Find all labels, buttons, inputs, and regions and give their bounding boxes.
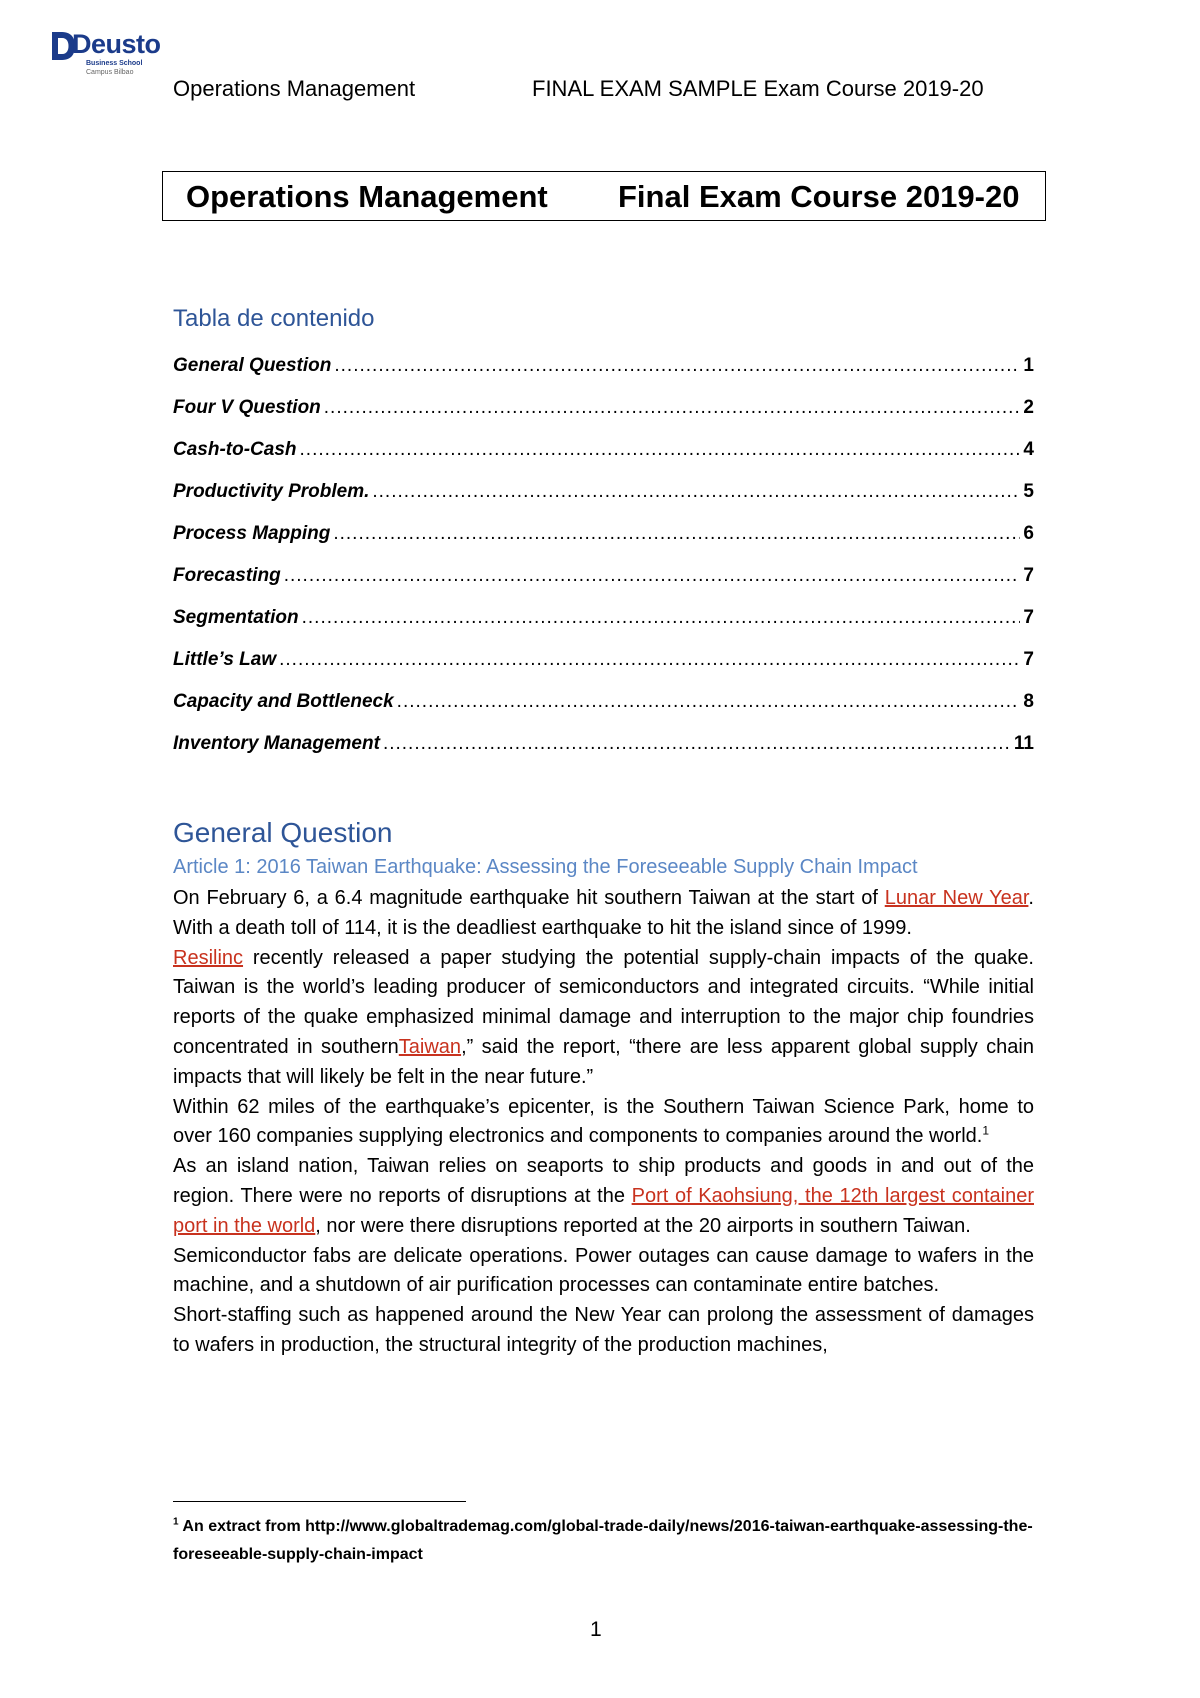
toc-entry-label: Process Mapping [173, 523, 331, 544]
toc-entry[interactable] [173, 649, 1034, 691]
toc-entry-page: 7 [1023, 565, 1034, 586]
toc-entry-page: 7 [1023, 607, 1034, 628]
footnote-reference[interactable]: 1 [982, 1123, 990, 1138]
toc-entry[interactable] [173, 397, 1034, 439]
paragraph: Semiconductor fabs are delicate operations. Power outages can cause damage to wafers in the machine, and a shutdown of air purification processes can contaminate entire batches. [173, 1244, 1034, 1297]
toc-entry-page: 1 [1023, 355, 1034, 376]
toc-leader-dots [284, 565, 1021, 587]
toc-entry-label: Forecasting [173, 565, 281, 586]
toc-entry-label: Cash-to-Cash [173, 439, 297, 460]
link-taiwan[interactable]: Taiwan [398, 1035, 462, 1058]
toc-entry-page: 7 [1023, 649, 1034, 670]
toc-entry[interactable] [173, 355, 1034, 397]
paragraph: Within 62 miles of the earthquake’s epicenter, is the Southern Taiwan Science Park, home to over 160 companies supplying electronics and components to companies around the world.$^1$ [173, 1095, 1034, 1148]
toc-leader-dots [324, 397, 1021, 419]
toc-entry[interactable] [173, 523, 1034, 565]
toc-leader-dots [333, 523, 1020, 545]
article-body [173, 884, 1034, 1361]
toc-entry[interactable] [173, 691, 1034, 733]
footnote [173, 1513, 1034, 1569]
toc-entry[interactable] [173, 565, 1034, 607]
link-resilinc[interactable]: Resilinc [173, 946, 244, 969]
toc-leader-dots [383, 733, 1011, 755]
link-lunar-new-year[interactable]: Lunar New Year [884, 887, 1029, 909]
toc-entry-label: General Question [173, 355, 332, 376]
title-box [162, 171, 1046, 221]
toc-leader-dots [397, 691, 1021, 713]
toc-entry-label: Inventory Management [173, 733, 380, 754]
article-subheading: Article 1: 2016 Taiwan Earthquake: Assessing the Foreseeable Supply Chain Impact [173, 856, 918, 878]
title-exam: Final Exam Course 2019-20 [618, 179, 1020, 214]
table-of-contents [173, 355, 1034, 775]
logo-brand: Deusto [72, 29, 161, 59]
footnote-separator [173, 1501, 466, 1502]
toc-entry-page: 8 [1023, 691, 1034, 712]
page-number: 1 [590, 1618, 602, 1641]
toc-entry-page: 11 [1013, 733, 1034, 754]
toc-heading: Tabla de contenido [173, 305, 375, 332]
toc-entry-label: Four V Question [173, 397, 321, 418]
toc-leader-dots [300, 439, 1021, 461]
toc-entry-page: 2 [1023, 397, 1034, 418]
paragraph: Short-staffing such as happened around the New Year can prolong the assessment of damages to wafers in production, the structural integrity of the production machines, [173, 1304, 1034, 1356]
toc-leader-dots [372, 481, 1020, 503]
toc-entry-label: Little’s Law [173, 649, 277, 670]
paragraph: Resilinc recently released a paper studying the potential supply-chain impacts of the quake. Taiwan is the world’s leading producer of semiconductors and integrated circuits. “While initial reports of the quake emphasized minimal damage and interruption to the major chip foundries concentrated in southernTaiwan,” said the report, “there are less apparent global supply chain impacts that will likely be felt in the near future.” [173, 946, 1034, 1088]
toc-entry-label: Segmentation [173, 607, 299, 628]
toc-entry-label: Productivity Problem. [173, 481, 370, 502]
toc-leader-dots [279, 649, 1020, 671]
toc-entry[interactable] [173, 733, 1034, 775]
logo-campus: Campus Bilbao [86, 69, 134, 76]
footnote-text: An extract from http://www.globaltrademag.com/global-trade-daily/news/2016-taiwan-earthquake-assessing-the-foreseeable-supply-chain-impact [173, 1518, 1033, 1563]
toc-leader-dots [334, 355, 1020, 377]
toc-leader-dots [302, 607, 1021, 629]
deusto-logo [50, 28, 160, 78]
toc-entry-page: 6 [1023, 523, 1034, 544]
toc-entry-page: 4 [1023, 439, 1034, 460]
toc-entry[interactable] [173, 481, 1034, 523]
title-course: Operations Management [186, 179, 548, 214]
running-header-right: FINAL EXAM SAMPLE Exam Course 2019-20 [532, 76, 984, 101]
toc-entry-label: Capacity and Bottleneck [173, 691, 394, 712]
running-header-left: Operations Management [173, 76, 416, 101]
footnote-marker: 1 [173, 1516, 179, 1528]
toc-entry[interactable] [173, 439, 1034, 481]
section-heading: General Question [173, 817, 393, 848]
toc-entry-page: 5 [1023, 481, 1034, 502]
toc-entry[interactable] [173, 607, 1034, 649]
logo-subtitle: Business School [86, 60, 143, 67]
link-port-of-kaohsiung[interactable]: Port of Kaohsiung, the 12th largest container port in the world [173, 1184, 1034, 1237]
paragraph: On February 6, a 6.4 magnitude earthquake hit southern Taiwan at the start of Lunar New Year. With a death toll of 114, it is the deadliest earthquake to hit the island since of 1999. [173, 887, 1034, 939]
paragraph: As an island nation, Taiwan relies on seaports to ship products and goods in and out of the region. There were no reports of disruptions at the Port of Kaohsiung, the 12th largest container port in the world, nor were there disruptions reported at the 20 airports in southern Taiwan. [173, 1155, 1034, 1237]
